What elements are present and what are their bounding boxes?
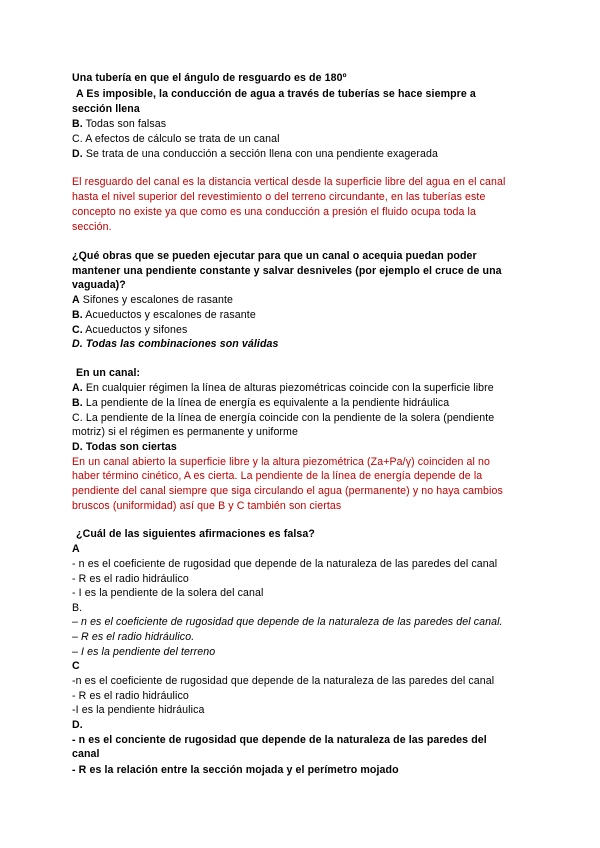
q3-explanation-line: bruscos (uniformidad) así que B y C también son ciertas (72, 500, 342, 512)
q2-option-c-letter: C. (72, 324, 83, 336)
q3-option-a (72, 380, 494, 396)
q1-option-c: C. A efectos de cálculo se trata de un canal (72, 133, 280, 145)
q4-option-a-letter: A (72, 543, 80, 555)
q4-option-c-item: -n es el coeficiente de rugosidad que depende de la naturaleza de las paredes del canal (72, 675, 495, 687)
q3-explanation-line: haber término cinético, A es cierta. La pendiente de la línea de energía depende de la (72, 470, 483, 482)
q4-option-d-item: - R es la relación entre la sección mojada y el perímetro mojado (72, 764, 399, 776)
q1-question: Una tubería en que el ángulo de resguardo es de 180º (72, 72, 347, 84)
q3-explanation-line: En un canal abierto la superficie libre y la altura piezométrica (Za+Pa/γ) coinciden al no (72, 456, 490, 468)
q1-explanation-line: El resguardo del canal es la distancia vertical desde la superficie libre del agua en el canal (72, 176, 506, 188)
q3-option-b-letter: B. (72, 397, 83, 409)
q2-option-b (72, 307, 256, 323)
q4-option-c-item: - R es el radio hidráulico (72, 690, 189, 702)
q2-option-c-text: Acueductos y sifones (82, 324, 188, 336)
q1-option-d (72, 146, 438, 162)
q2-option-b-text: Acueductos y escalones de rasante (82, 309, 256, 321)
q3-option-a-text: En cualquier régimen la línea de alturas piezométricas coincide con la superficie libre (82, 382, 494, 394)
q3-explanation-line: pendiente del canal siempre que siga circulando el agua (permanente) y no haya cambios (72, 485, 503, 497)
q2-option-a-letter: A (72, 294, 80, 306)
q1-option-d-text: Se trata de una conducción a sección llena con una pendiente exagerada (82, 148, 438, 160)
q3-option-b (72, 395, 449, 411)
q1-option-b-text: Todas son falsas (82, 118, 167, 130)
q2-question-line3: vaguada)? (72, 279, 126, 291)
q3-option-b-text: La pendiente de la línea de energía es equivalente a la pendiente hidráulica (82, 397, 450, 409)
q4-option-d-item: canal (72, 748, 100, 760)
q1-option-b-letter: B. (72, 118, 83, 130)
q3-option-a-letter: A. (72, 382, 83, 394)
q4-question: ¿Cuál de las siguientes afirmaciones es falsa? (76, 528, 315, 540)
q4-option-b-item: – I es la pendiente del terreno (72, 646, 216, 658)
q3-question: En un canal: (76, 367, 141, 379)
q1-explanation-line: concepto no existe ya que como es una conducción a presión el fluido ocupa toda la (72, 206, 476, 218)
q2-question-line2: mantener una pendiente constante y salvar desniveles (por ejemplo el cruce de una (72, 265, 502, 277)
q4-option-d-item: - n es el conciente de rugosidad que depende de la naturaleza de las paredes del (72, 734, 487, 746)
q3-option-d: D. Todas son ciertas (72, 441, 177, 453)
q1-option-d-letter: D. (72, 148, 83, 160)
q4-option-a-item: - n es el coeficiente de rugosidad que depende de la naturaleza de las paredes del canal (72, 558, 498, 570)
q1-option-b (72, 116, 166, 132)
q3-option-c-line1: C. La pendiente de la línea de energía coincide con la pendiente de la solera (pendiente (72, 412, 495, 424)
q4-option-c-letter: C (72, 660, 80, 672)
q2-option-b-letter: B. (72, 309, 83, 321)
q4-option-b-item: – R es el radio hidráulico. (72, 631, 195, 643)
q3-option-c-line2: motriz) si el régimen es permanente y uniforme (72, 426, 298, 438)
q1-option-a-line1: A Es imposible, la conducción de agua a través de tuberías se hace siempre a (76, 88, 476, 100)
q1-explanation-line: hasta el nivel superior del revestimiento o del terreno circundante, en las tuberías este (72, 191, 486, 203)
q2-option-a (72, 292, 233, 308)
q4-option-a-item: - I es la pendiente de la solera del canal (72, 587, 264, 599)
q4-option-b-letter: B. (72, 602, 83, 614)
q4-option-d-letter: D. (72, 719, 83, 731)
q1-explanation-line: sección. (72, 221, 112, 233)
q4-option-c-item: -I es la pendiente hidráulica (72, 704, 205, 716)
q1-option-a-line2: sección llena (72, 103, 140, 115)
q2-option-d: D. Todas las combinaciones son válidas (72, 338, 279, 350)
q2-option-a-text: Sifones y escalones de rasante (79, 294, 234, 306)
q4-option-b-item: – n es el coeficiente de rugosidad que depende de la naturaleza de las paredes del canal. (72, 616, 503, 628)
q4-option-a-item: - R es el radio hidráulico (72, 573, 189, 585)
q2-question-line1: ¿Qué obras que se pueden ejecutar para que un canal o acequia puedan poder (72, 250, 477, 262)
